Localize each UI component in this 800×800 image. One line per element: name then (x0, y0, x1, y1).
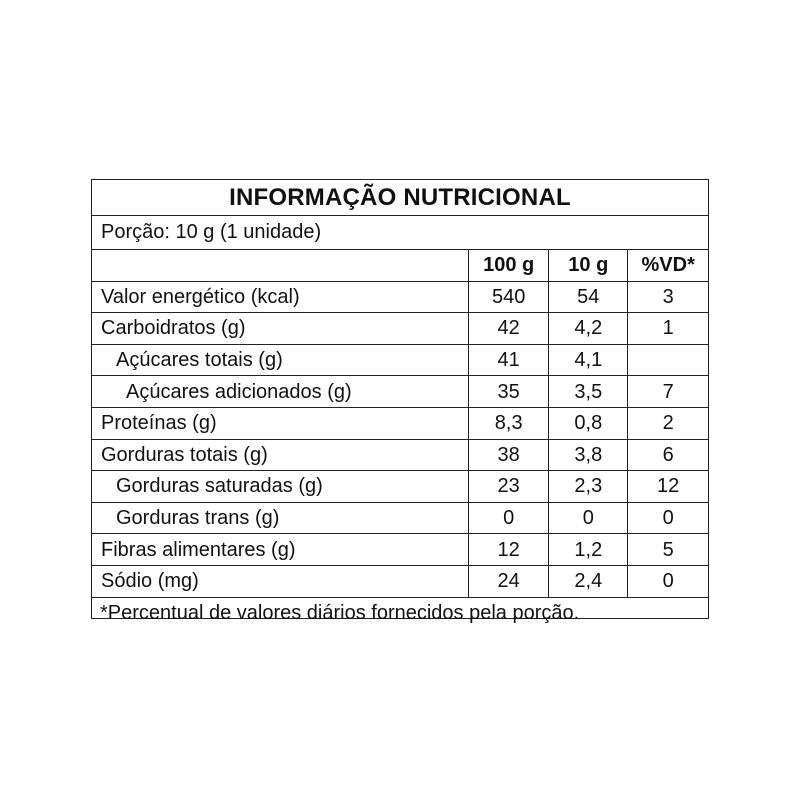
value-daily-percent: 0 (628, 565, 708, 597)
column-header-nutrient (92, 250, 469, 281)
value-per-100g: 42 (469, 313, 549, 345)
table-row (92, 565, 708, 597)
table-row (92, 439, 708, 471)
nutrient-name: Fibras alimentares (g) (92, 534, 469, 566)
table-row (92, 407, 708, 439)
value-daily-percent: 2 (628, 407, 708, 439)
value-per-10g: 4,1 (549, 344, 628, 376)
footnote: *Percentual de valores diários fornecidos pela porção. (100, 601, 580, 624)
value-daily-percent: 3 (628, 281, 708, 313)
table-row (92, 534, 708, 566)
table-row (92, 471, 708, 503)
nutrition-table (92, 250, 708, 598)
nutrient-name: Valor energético (kcal) (92, 281, 469, 313)
value-per-10g: 3,8 (549, 439, 628, 471)
value-per-100g: 38 (469, 439, 549, 471)
value-daily-percent: 12 (628, 471, 708, 503)
value-per-100g: 8,3 (469, 407, 549, 439)
table-row (92, 313, 708, 345)
value-per-10g: 0,8 (549, 407, 628, 439)
portion-size: Porção: 10 g (1 unidade) (92, 216, 708, 250)
nutrient-name: Gorduras totais (g) (92, 439, 469, 471)
column-header-per-10g: 10 g (549, 250, 628, 281)
table-row (92, 502, 708, 534)
value-per-100g: 35 (469, 376, 549, 408)
column-header-per-100g: 100 g (469, 250, 549, 281)
nutrient-name: Gorduras trans (g) (92, 502, 469, 534)
value-per-100g: 41 (469, 344, 549, 376)
value-per-100g: 24 (469, 565, 549, 597)
value-per-100g: 540 (469, 281, 549, 313)
value-per-100g: 23 (469, 471, 549, 503)
value-daily-percent: 1 (628, 313, 708, 345)
column-header-daily-value: %VD* (628, 250, 708, 281)
table-row (92, 376, 708, 408)
value-daily-percent (628, 344, 708, 376)
table-header-row (92, 250, 708, 281)
value-daily-percent: 6 (628, 439, 708, 471)
value-per-10g: 4,2 (549, 313, 628, 345)
nutrient-name: Carboidratos (g) (92, 313, 469, 345)
nutrition-facts-label (91, 179, 709, 624)
value-per-10g: 1,2 (549, 534, 628, 566)
value-per-10g: 0 (549, 502, 628, 534)
nutrient-name: Proteínas (g) (92, 407, 469, 439)
value-daily-percent: 5 (628, 534, 708, 566)
nutrient-name: Sódio (mg) (92, 565, 469, 597)
value-per-10g: 2,3 (549, 471, 628, 503)
label-title: INFORMAÇÃO NUTRICIONAL (92, 180, 708, 216)
value-per-100g: 12 (469, 534, 549, 566)
table-row (92, 281, 708, 313)
value-per-10g: 54 (549, 281, 628, 313)
value-per-100g: 0 (469, 502, 549, 534)
table-row (92, 344, 708, 376)
value-daily-percent: 7 (628, 376, 708, 408)
value-daily-percent: 0 (628, 502, 708, 534)
nutrient-name: Açúcares adicionados (g) (92, 376, 469, 408)
nutrient-name: Gorduras saturadas (g) (92, 471, 469, 503)
value-per-10g: 3,5 (549, 376, 628, 408)
value-per-10g: 2,4 (549, 565, 628, 597)
nutrient-name: Açúcares totais (g) (92, 344, 469, 376)
